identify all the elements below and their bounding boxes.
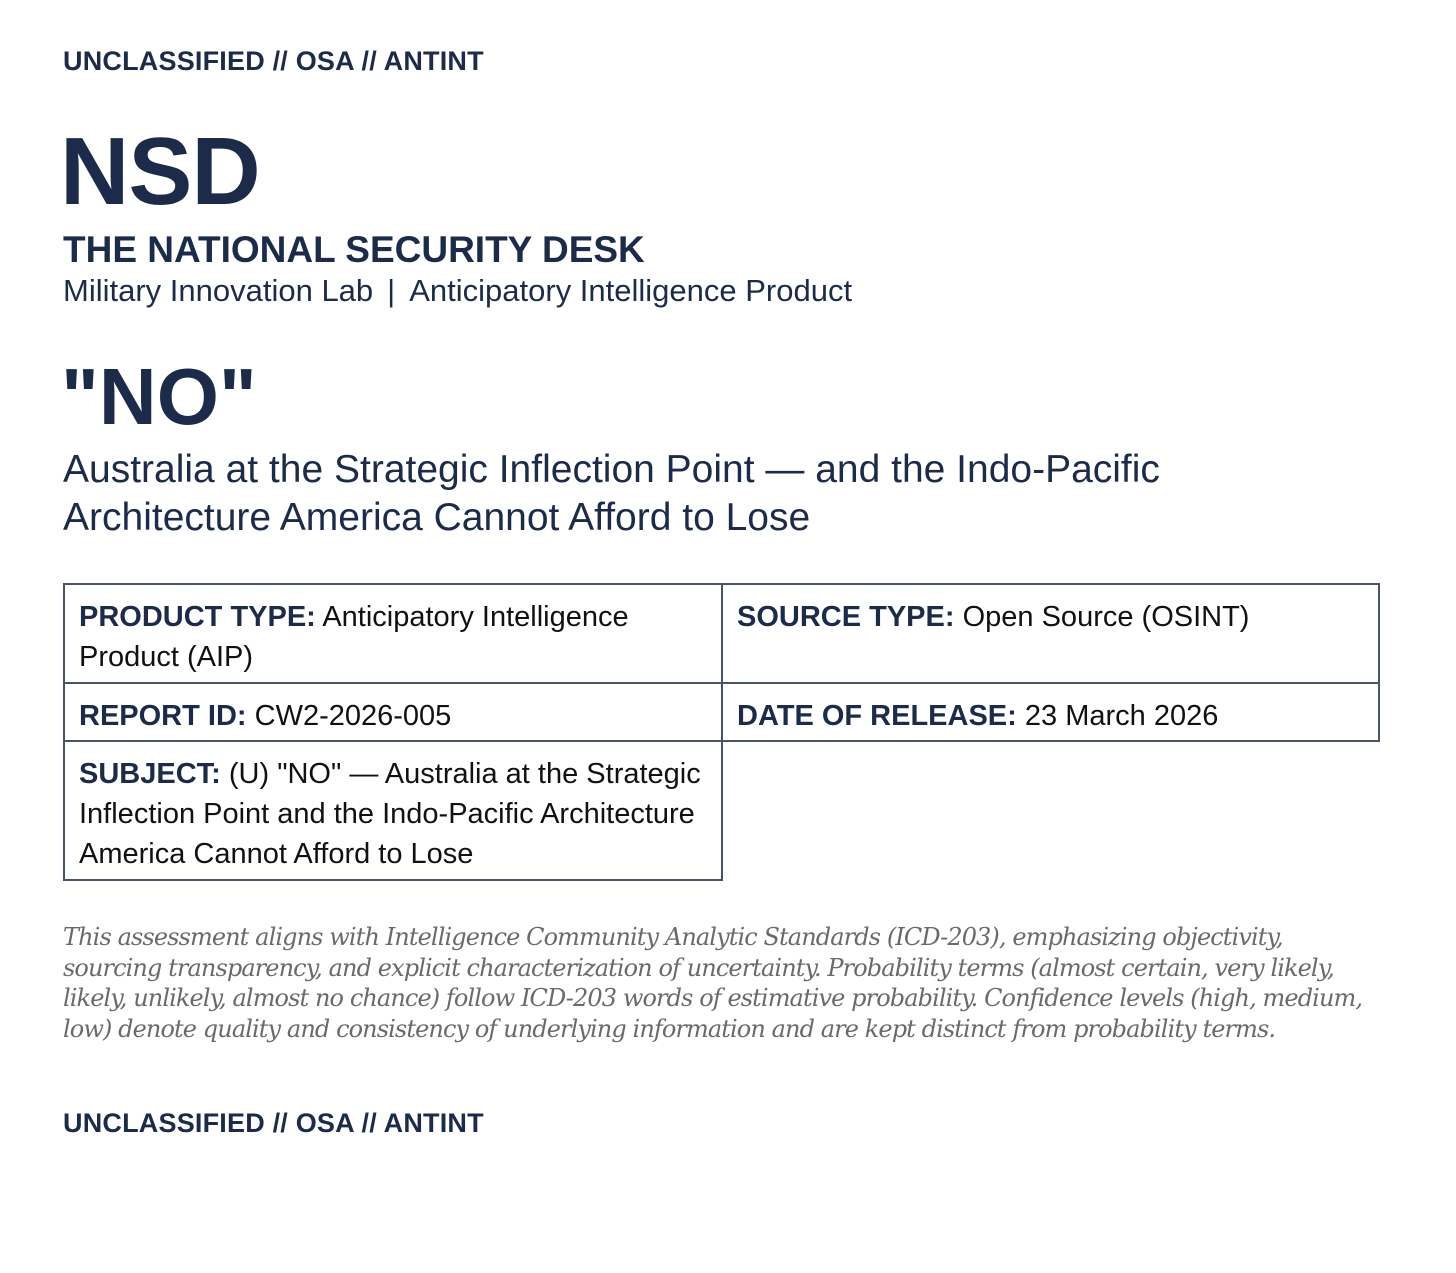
brand-logo-text: NSD: [60, 118, 260, 225]
product-type-value: Anticipatory Intelligence Product (AIP): [79, 601, 629, 673]
classification-banner-top: UNCLASSIFIED // OSA // ANTINT: [63, 46, 484, 76]
product-type-cell: [63, 583, 723, 684]
masthead-subline: [63, 272, 852, 310]
metadata-table: [63, 583, 1380, 881]
report-subheadline: Australia at the Strategic Inflection Point — and the Indo-Pacific Architecture America Cannot Afford to Lose: [63, 448, 1160, 539]
date-of-release-value: 23 March 2026: [1024, 700, 1219, 732]
product-type-label: PRODUCT TYPE:: [79, 601, 316, 633]
org-name: Military Innovation Lab: [63, 273, 374, 308]
report-id-cell: [63, 682, 723, 742]
masthead-separator: |: [387, 273, 396, 308]
source-type-value: Open Source (OSINT): [962, 601, 1250, 633]
subject-label: SUBJECT:: [79, 758, 221, 790]
source-type-label: SOURCE TYPE:: [737, 601, 955, 633]
desk-name: THE NATIONAL SECURITY DESK: [63, 229, 645, 270]
subject-cell: [63, 740, 723, 881]
analytic-standards-note: This assessment aligns with Intelligence Community Analytic Standards (ICD-203), emphasizing objectivity, sourcing transparency, and explicit characterization of uncertainty. Probability terms (almost certain, very likely, likely, unlikely, almost no chance) follow ICD-203 words of estimative probability. Confidence levels (high, medium, low) denote quality and consistency of underlying information and are kept distinct from probability terms.: [63, 923, 1363, 1043]
report-id-label: REPORT ID:: [79, 700, 247, 732]
subject-value: (U) "NO" — Australia at the Strategic Inflection Point and the Indo-Pacific Architecture America Cannot Afford to Lose: [79, 758, 701, 870]
product-line: Anticipatory Intelligence Product: [409, 273, 853, 308]
report-id-value: CW2-2026-005: [254, 700, 452, 732]
date-of-release-label: DATE OF RELEASE:: [737, 700, 1017, 732]
classification-banner-bottom: UNCLASSIFIED // OSA // ANTINT: [63, 1108, 484, 1138]
source-type-cell: [721, 583, 1380, 684]
date-of-release-cell: [721, 682, 1380, 742]
report-headline: "NO": [61, 352, 257, 441]
